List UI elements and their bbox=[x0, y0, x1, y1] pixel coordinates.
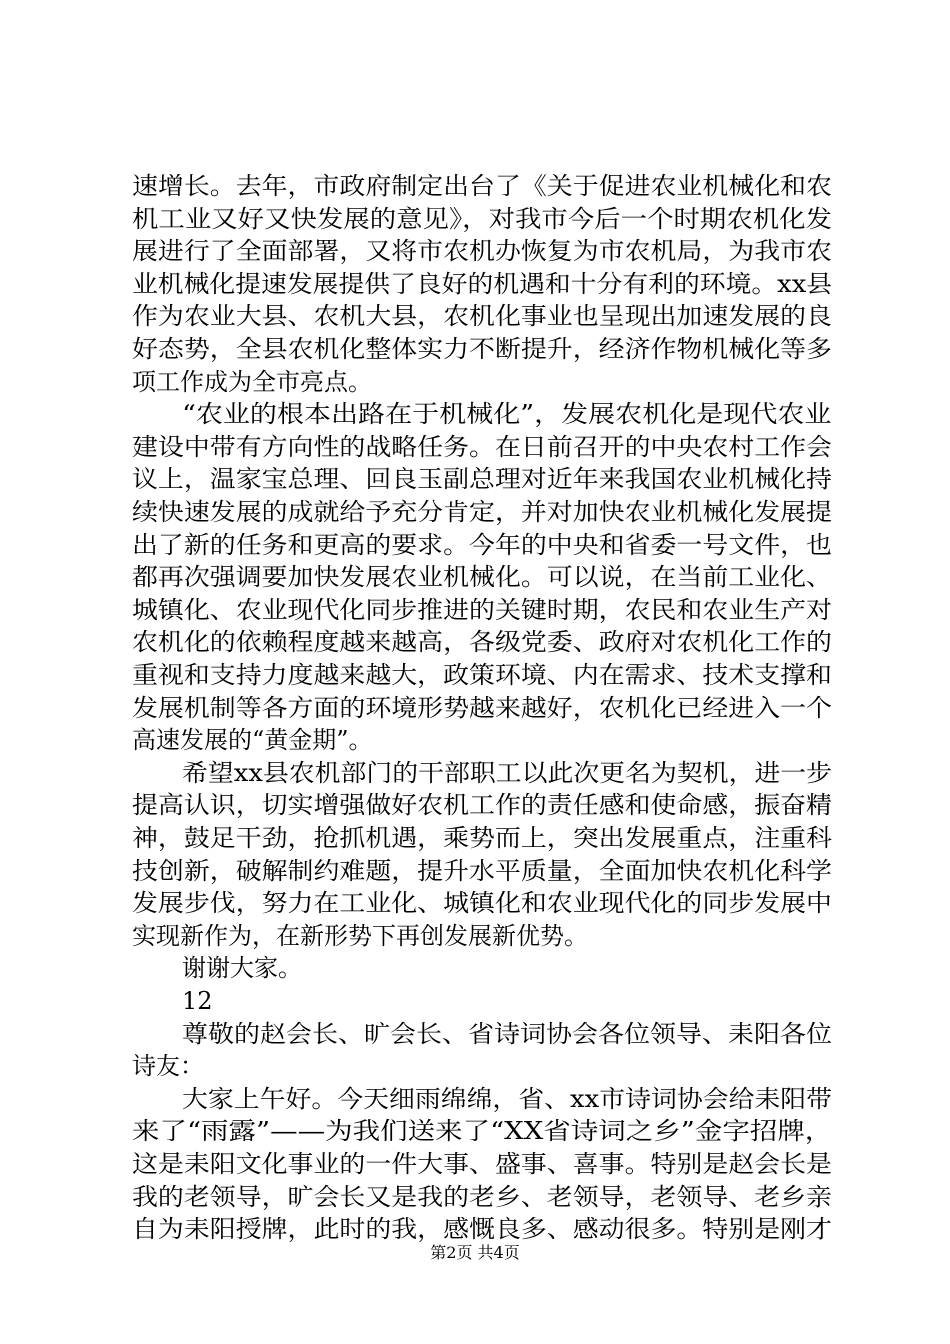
text-line: 重视和支持力度越来越大，政策环境、内在需求、技术支撑和 bbox=[132, 661, 832, 689]
text-line: 展进行了全面部署，又将市农机办恢复为市农机局，为我市农 bbox=[132, 237, 832, 265]
text-line: “农业的根本出路在于机械化”，发展农机化是现代农业 bbox=[182, 400, 832, 428]
text-line: 希望xx县农机部门的干部职工以此次更名为契机，进一步 bbox=[182, 759, 833, 787]
text-line: 高速发展的“黄金期”。 bbox=[132, 726, 373, 754]
text-line: 12 bbox=[182, 987, 213, 1015]
text-line: 尊敬的赵会长、旷会长、省诗词协会各位领导、耒阳各位 bbox=[182, 1020, 832, 1048]
text-line: 好态势，全县农机化整体实力不断提升，经济作物机械化等多 bbox=[132, 335, 832, 363]
text-line: 建设中带有方向性的战略任务。在日前召开的中央农村工作会 bbox=[132, 433, 832, 461]
text-line: 农机化的依赖程度越来越高，各级党委、政府对农机化工作的 bbox=[132, 628, 832, 656]
text-line: 自为耒阳授牌，此时的我，感慨良多、感动很多。特别是刚才 bbox=[132, 1215, 832, 1243]
text-line: 大家上午好。今天细雨绵绵，省、xx市诗词协会给耒阳带 bbox=[182, 1085, 833, 1113]
text-line: 谢谢大家。 bbox=[182, 954, 302, 982]
text-line: 实现新作为，在新形势下再创发展新优势。 bbox=[132, 922, 588, 950]
text-line: 议上，温家宝总理、回良玉副总理对近年来我国农业机械化持 bbox=[132, 465, 832, 493]
text-line: 发展机制等各方面的环境形势越来越好，农机化已经进入一个 bbox=[132, 694, 832, 722]
text-line: 提高认识，切实增强做好农机工作的责任感和使命感，振奋精 bbox=[132, 791, 832, 819]
text-line: 神，鼓足干劲，抢抓机遇，乘势而上，突出发展重点，注重科 bbox=[132, 824, 832, 852]
text-line: 城镇化、农业现代化同步推进的关键时期，农民和农业生产对 bbox=[132, 596, 832, 624]
text-line: 续快速发展的成就给予充分肯定，并对加快农业机械化发展提 bbox=[132, 498, 832, 526]
text-line: 都再次强调要加快发展农业机械化。可以说，在当前工业化、 bbox=[132, 563, 832, 591]
text-line: 来了“雨露”——为我们送来了“XX省诗词之乡”金字招牌， bbox=[132, 1117, 833, 1145]
text-line: 业机械化提速发展提供了良好的机遇和十分有利的环境。xx县 bbox=[132, 270, 833, 298]
text-line: 发展步伐，努力在工业化、城镇化和农业现代化的同步发展中 bbox=[132, 889, 832, 917]
text-line: 速增长。去年，市政府制定出台了《关于促进农业机械化和农 bbox=[132, 172, 832, 200]
text-line: 机工业又好又快发展的意见》，对我市今后一个时期农机化发 bbox=[132, 205, 832, 233]
page-number-footer: 第2页 共4页 bbox=[430, 1243, 520, 1262]
text-line: 项工作成为全市亮点。 bbox=[132, 368, 372, 396]
text-line: 作为农业大县、农机大县，农机化事业也呈现出加速发展的良 bbox=[132, 302, 832, 330]
text-line: 这是耒阳文化事业的一件大事、盛事、喜事。特别是赵会长是 bbox=[132, 1150, 832, 1178]
text-line: 我的老领导，旷会长又是我的老乡、老领导，老领导、老乡亲 bbox=[132, 1183, 832, 1211]
text-line: 诗友： bbox=[132, 1052, 204, 1080]
text-line: 出了新的任务和更高的要求。今年的中央和省委一号文件，也 bbox=[132, 531, 832, 559]
text-line: 技创新，破解制约难题，提升水平质量，全面加快农机化科学 bbox=[132, 857, 832, 885]
